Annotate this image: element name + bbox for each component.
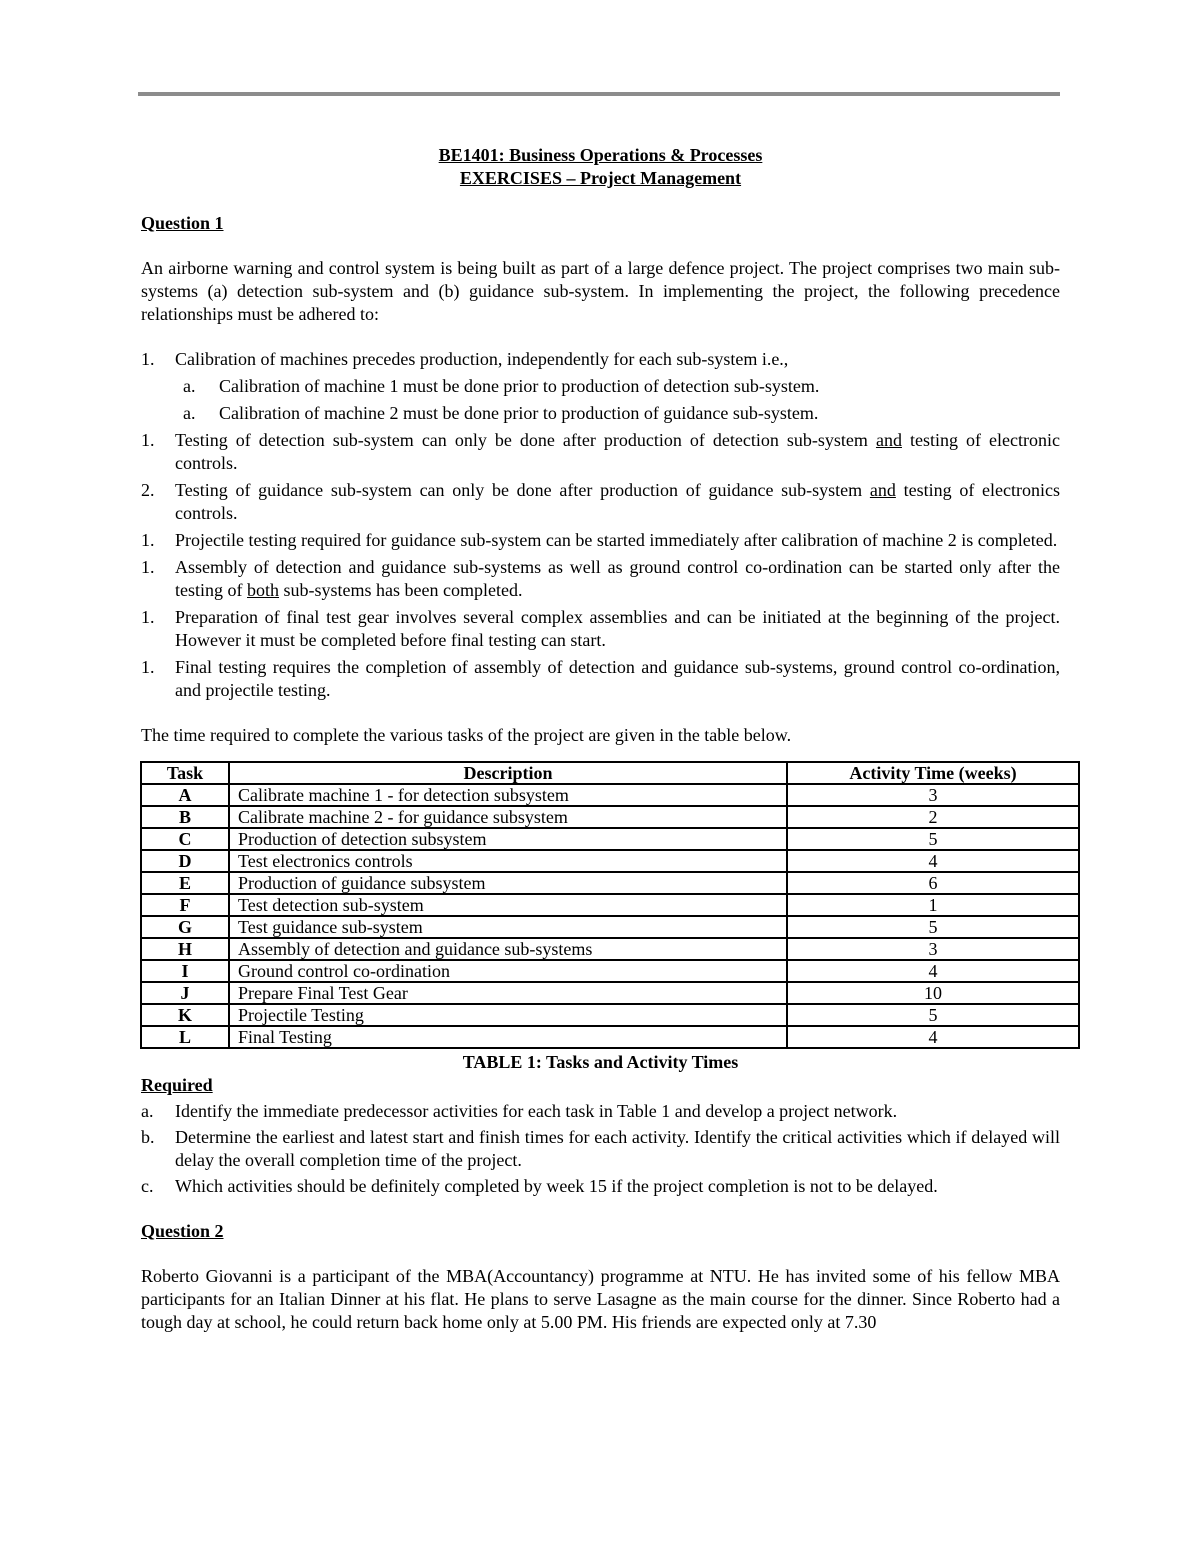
item-letter: a.	[141, 1101, 154, 1121]
table-row	[141, 916, 1079, 938]
table-row	[141, 960, 1079, 982]
list-item	[141, 1126, 1060, 1172]
description-cell: Production of detection subsystem	[229, 828, 787, 850]
table-row	[141, 784, 1079, 806]
task-cell: H	[141, 938, 229, 960]
table-row	[141, 806, 1079, 828]
time-cell: 5	[787, 916, 1079, 938]
item-text-end: sub-systems has been completed.	[279, 580, 523, 600]
subitem-letter: a.	[183, 376, 196, 396]
list-item	[141, 529, 1060, 552]
description-cell: Prepare Final Test Gear	[229, 982, 787, 1004]
question1-heading: Question 1	[141, 213, 224, 233]
task-cell: C	[141, 828, 229, 850]
description-cell: Test electronics controls	[229, 850, 787, 872]
item-emphasis: both	[247, 580, 280, 600]
time-cell: 5	[787, 828, 1079, 850]
item-number: 1.	[141, 657, 155, 677]
item-text: Identify the immediate predecessor activities for each task in Table 1 and develop a project network.	[175, 1101, 898, 1121]
table-row	[141, 1026, 1079, 1048]
item-number: 1.	[141, 349, 155, 369]
description-cell: Calibrate machine 2 - for guidance subsystem	[229, 806, 787, 828]
list-item	[141, 348, 1060, 371]
item-number: 1.	[141, 430, 155, 450]
subitem-text: Calibration of machine 1 must be done prior to production of detection sub-system.	[219, 376, 820, 396]
task-cell: E	[141, 872, 229, 894]
list-item	[141, 479, 1060, 525]
time-cell: 3	[787, 784, 1079, 806]
task-cell: G	[141, 916, 229, 938]
description-cell: Test guidance sub-system	[229, 916, 787, 938]
table-row	[141, 850, 1079, 872]
table-row	[141, 982, 1079, 1004]
header-rule	[138, 92, 1060, 96]
task-cell: J	[141, 982, 229, 1004]
item-emphasis: and	[875, 430, 902, 450]
table-intro: The time required to complete the various tasks of the project are given in the table below.	[141, 725, 792, 745]
list-item	[141, 556, 1060, 602]
description-cell: Final Testing	[229, 1026, 787, 1048]
list-item	[141, 1100, 1060, 1123]
document-body	[141, 140, 1060, 1334]
item-text: Which activities should be definitely completed by week 15 if the project completion is not to be delayed.	[175, 1176, 938, 1196]
table-row	[141, 894, 1079, 916]
description-cell: Test detection sub-system	[229, 894, 787, 916]
column-header-task: Task	[141, 762, 229, 784]
exercise-title: EXERCISES – Project Management	[459, 168, 742, 188]
task-cell: I	[141, 960, 229, 982]
task-cell: L	[141, 1026, 229, 1048]
item-text-end: testing of electronic controls.	[175, 430, 1061, 473]
tasks-table	[140, 761, 1080, 1049]
table-header-row	[141, 762, 1079, 784]
table-caption: TABLE 1: Tasks and Activity Times	[462, 1052, 739, 1072]
item-number: 1.	[141, 607, 155, 627]
required-heading: Required	[141, 1075, 213, 1095]
time-cell: 2	[787, 806, 1079, 828]
item-text: Calibration of machines precedes production, independently for each sub-system i.e.,	[175, 349, 789, 369]
time-cell: 6	[787, 872, 1079, 894]
task-cell: B	[141, 806, 229, 828]
required-list	[141, 1100, 1060, 1198]
list-item	[141, 429, 1060, 475]
item-text-end: testing of electronics controls.	[175, 480, 1060, 523]
list-item	[141, 1175, 1060, 1198]
item-number: 1.	[141, 557, 155, 577]
table-row	[141, 1004, 1079, 1026]
task-cell: D	[141, 850, 229, 872]
course-title: BE1401: Business Operations & Processes	[438, 145, 763, 165]
task-cell: F	[141, 894, 229, 916]
list-item	[141, 656, 1060, 702]
list-subitem	[141, 375, 1060, 398]
table-row	[141, 872, 1079, 894]
item-letter: c.	[141, 1176, 154, 1196]
item-number: 2.	[141, 480, 155, 500]
table-row	[141, 938, 1079, 960]
description-cell: Ground control co-ordination	[229, 960, 787, 982]
item-text: Projectile testing required for guidance sub-system can be started immediately after calibration of machine 2 is completed.	[175, 530, 1058, 550]
question1-intro: An airborne warning and control system is being built as part of a large defence project. The project comprises two main sub-systems (a) detection sub-system and (b) guidance sub-system. In implementing the project, the following precedence relationships must be adhered to:	[141, 258, 1060, 324]
subitem-letter: a.	[183, 403, 196, 423]
time-cell: 5	[787, 1004, 1079, 1026]
question2-text: Roberto Giovanni is a participant of the MBA(Accountancy) programme at NTU. He has invited some of his fellow MBA participants for an Italian Dinner at his flat. He plans to serve Lasagne as the main course for the dinner. Since Roberto had a tough day at school, he could return back home only at 5.00 PM. His friends are expected only at 7.30	[141, 1266, 1060, 1332]
time-cell: 10	[787, 982, 1079, 1004]
time-cell: 1	[787, 894, 1079, 916]
item-text-start: Assembly of detection and guidance sub-systems as well as ground control co-ordination can be started only after the testing of	[175, 557, 1060, 600]
task-cell: A	[141, 784, 229, 806]
item-letter: b.	[141, 1127, 155, 1147]
description-cell: Projectile Testing	[229, 1004, 787, 1026]
item-text: Determine the earliest and latest start and finish times for each activity. Identify the critical activities which if delayed will delay the overall completion time of the project.	[175, 1127, 1060, 1170]
item-number: 1.	[141, 530, 155, 550]
precedence-list	[141, 348, 1060, 702]
description-cell: Calibrate machine 1 - for detection subsystem	[229, 784, 787, 806]
question2-heading: Question 2	[141, 1221, 224, 1241]
time-cell: 4	[787, 1026, 1079, 1048]
column-header-description: Description	[229, 762, 787, 784]
list-subitem	[141, 402, 1060, 425]
item-text-start: Testing of guidance sub-system can only be done after production of guidance sub-system	[175, 480, 870, 500]
item-emphasis: and	[869, 480, 896, 500]
item-text: Final testing requires the completion of assembly of detection and guidance sub-systems, ground control co-ordination, and projectile testing.	[175, 657, 1060, 700]
item-text-start: Testing of detection sub-system can only be done after production of detection sub-system	[175, 430, 876, 450]
time-cell: 4	[787, 850, 1079, 872]
list-item	[141, 606, 1060, 652]
description-cell: Production of guidance subsystem	[229, 872, 787, 894]
description-cell: Assembly of detection and guidance sub-systems	[229, 938, 787, 960]
subitem-text: Calibration of machine 2 must be done prior to production of guidance sub-system.	[219, 403, 819, 423]
time-cell: 3	[787, 938, 1079, 960]
table-row	[141, 828, 1079, 850]
item-text: Preparation of final test gear involves several complex assemblies and can be initiated at the beginning of the project. However it must be completed before final testing can start.	[175, 607, 1060, 650]
column-header-activity-time: Activity Time (weeks)	[787, 762, 1079, 784]
task-cell: K	[141, 1004, 229, 1026]
document-title	[141, 144, 1060, 190]
time-cell: 4	[787, 960, 1079, 982]
